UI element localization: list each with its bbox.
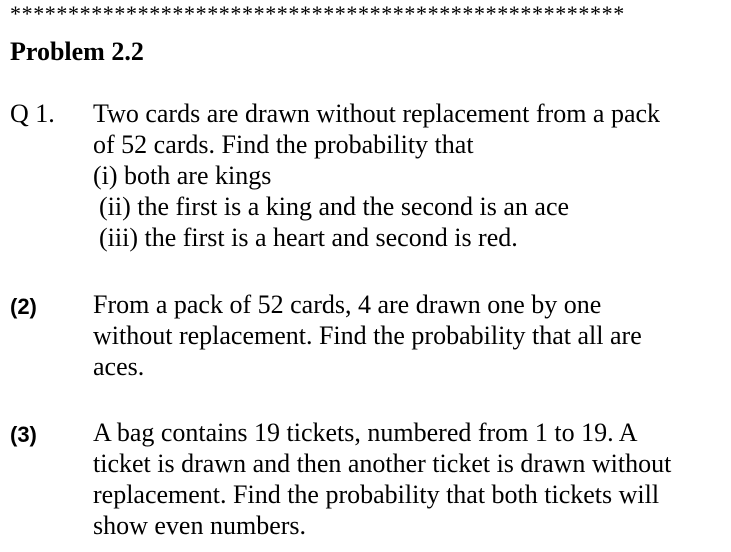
question-1-line-2: of 52 cards. Find the probability that xyxy=(93,130,474,159)
question-number-1: Q 1. xyxy=(10,99,55,128)
question-1-part-ii: (ii) the first is a king and the second is an ace xyxy=(99,192,570,221)
question-1-text xyxy=(93,98,723,253)
question-number-2: (2) xyxy=(10,294,37,319)
question-3-line-4: show even numbers. xyxy=(93,511,307,540)
question-3-text xyxy=(93,417,723,541)
question-number-3: (3) xyxy=(10,422,37,447)
question-3-line-2: ticket is drawn and then another ticket is drawn without xyxy=(93,449,672,478)
question-3-line-3: replacement. Find the probability that both tickets will xyxy=(93,480,660,509)
question-1-line-1: Two cards are drawn without replacement from a pack xyxy=(93,99,661,128)
question-2-text xyxy=(93,289,723,382)
page-title: Problem 2.2 xyxy=(10,37,144,66)
question-3-line-1: A bag contains 19 tickets, numbered from 1 to 19. A xyxy=(93,418,638,447)
question-1-part-i: (i) both are kings xyxy=(93,161,272,190)
question-2-line-3: aces. xyxy=(93,352,145,381)
separator-line: ***************************************************** xyxy=(10,1,625,26)
question-2-line-2: without replacement. Find the probability that all are xyxy=(93,321,642,350)
question-2-line-1: From a pack of 52 cards, 4 are drawn one by one xyxy=(93,290,602,319)
question-1-part-iii: (iii) the first is a heart and second is red. xyxy=(99,223,518,252)
